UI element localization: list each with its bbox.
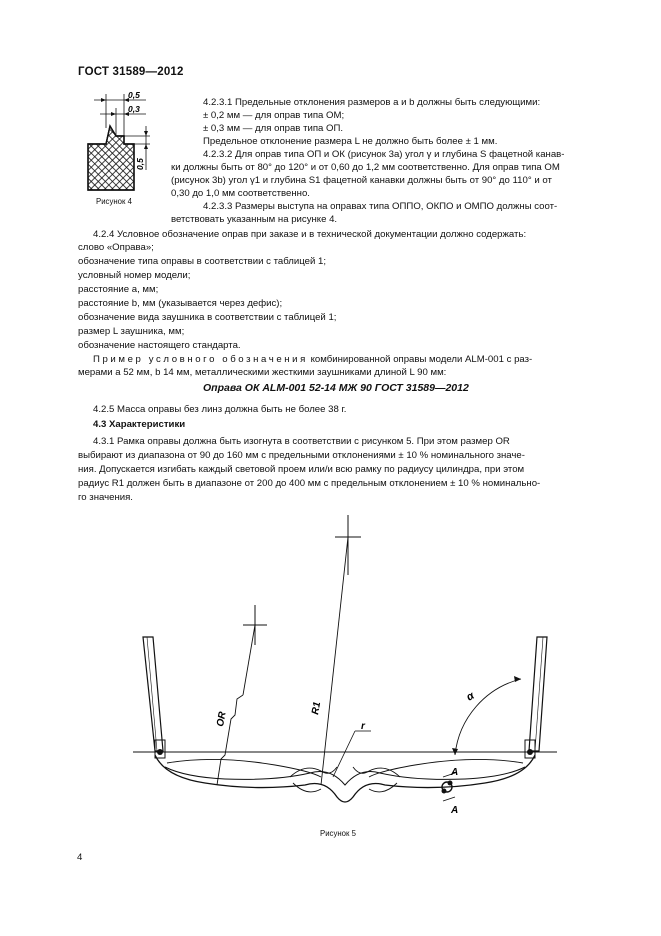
document-header: ГОСТ 31589—2012	[78, 66, 184, 78]
fig4-dim-top: 0,5	[128, 90, 140, 100]
list-item: условный номер модели;	[78, 270, 191, 281]
list-item: слово «Оправа»;	[78, 242, 154, 253]
example-line2: мерами a 52 мм, b 14 мм, металлическими жесткими заушниками длиной L 90 мм:	[78, 367, 447, 378]
p-4-2-3-2-line4: 0,30 до 1,0 мм соответственно.	[171, 188, 310, 199]
designation-example: Оправа ОК ALM-001 52-14 МЖ 90 ГОСТ 31589—2012	[203, 382, 469, 394]
section-4-3-heading: 4.3 Характеристики	[93, 419, 186, 430]
p-4-3-1-line2: выбирают из диапазона от 90 до 160 мм с предельными отклонениями ± 10 % номинального значе-	[78, 450, 525, 461]
p-4-2-3-1-line2: ± 0,2 мм — для оправ типа ОМ;	[203, 110, 345, 121]
fig5-label-a-bottom: A	[451, 805, 459, 816]
list-item: обозначение вида заушника в соответствии с таблицей 1;	[78, 312, 337, 323]
list-item: обозначение настоящего стандарта.	[78, 340, 241, 351]
p-4-2-5: 4.2.5 Масса оправы без линз должна быть не более 38 г.	[93, 404, 347, 415]
list-item: размер L заушника, мм;	[78, 326, 185, 337]
fig4-dim-mid: 0,3	[128, 104, 140, 114]
fig5-label-or: OR	[215, 710, 229, 728]
example-label: Пример условного обозначения	[93, 354, 308, 365]
p-4-2-3-2-line3: (рисунок 3b) угол γ1 и глубина S1 фацетной канавки должны быть от 90° до 110° и от	[171, 175, 552, 186]
fig5-label-r: r	[361, 721, 365, 732]
p-4-2-3-1-line4: Предельное отклонение размера L не должно быть более ± 1 мм.	[203, 136, 498, 147]
p-4-3-1-line5: го значения.	[78, 492, 133, 503]
p-4-2-3-3-line2: ветствовать указанным на рисунке 4.	[171, 214, 338, 225]
list-item: расстояние b, мм (указывается через дефис);	[78, 298, 283, 309]
fig5-label-r1: R1	[310, 701, 324, 716]
p-4-3-1-line3: ния. Допускается изгибать каждый световой проем или/и всю рамку по радиусу цилиндра, при этом	[78, 464, 525, 475]
list-item: расстояние a, мм;	[78, 284, 159, 295]
page-number: 4	[77, 852, 83, 863]
example-rest: комбинированной оправы модели ALM-001 с раз-	[307, 354, 533, 365]
fig5-label-alpha: α	[464, 689, 477, 704]
p-4-2-4-line1: 4.2.4 Условное обозначение оправ при заказе и в технической документации должно содержать:	[93, 229, 527, 240]
fig4-dim-side: 0,5	[135, 158, 145, 170]
p-4-2-3-1-line1: 4.2.3.1 Предельные отклонения размеров a и b должны быть следующими:	[203, 97, 541, 108]
p-4-3-1-line4: радиус R1 должен быть в диапазоне от 200 до 400 мм с предельным отклонением ± 10 % номинально-	[78, 478, 541, 489]
p-4-2-3-2-line2: ки должны быть от 80° до 120° и от 0,60 до 1,2 мм соответственно. Для оправ типа ОМ	[171, 162, 560, 173]
p-4-3-1-line1: 4.3.1 Рамка оправы должна быть изогнута в соответствии с рисунком 5. При этом размер OR	[93, 436, 510, 447]
list-item: обозначение типа оправы в соответствии с таблицей 1;	[78, 256, 327, 267]
p-4-2-3-1-line3: ± 0,3 мм — для оправ типа ОП.	[203, 123, 344, 134]
figure-4-caption: Рисунок 4	[96, 197, 132, 206]
figure-5-drawing	[125, 515, 565, 825]
p-4-2-3-3-line1: 4.2.3.3 Размеры выступа на оправах типа ОППО, ОКПО и ОМПО должны соот-	[203, 201, 558, 212]
figure-5-caption: Рисунок 5	[320, 829, 356, 838]
fig5-label-a-top: A	[451, 767, 459, 778]
p-4-2-3-2-line1: 4.2.3.2 Для оправ типа ОП и ОК (рисунок 3а) угол γ и глубина S фацетной канав-	[203, 149, 565, 160]
example-line1	[93, 353, 532, 366]
